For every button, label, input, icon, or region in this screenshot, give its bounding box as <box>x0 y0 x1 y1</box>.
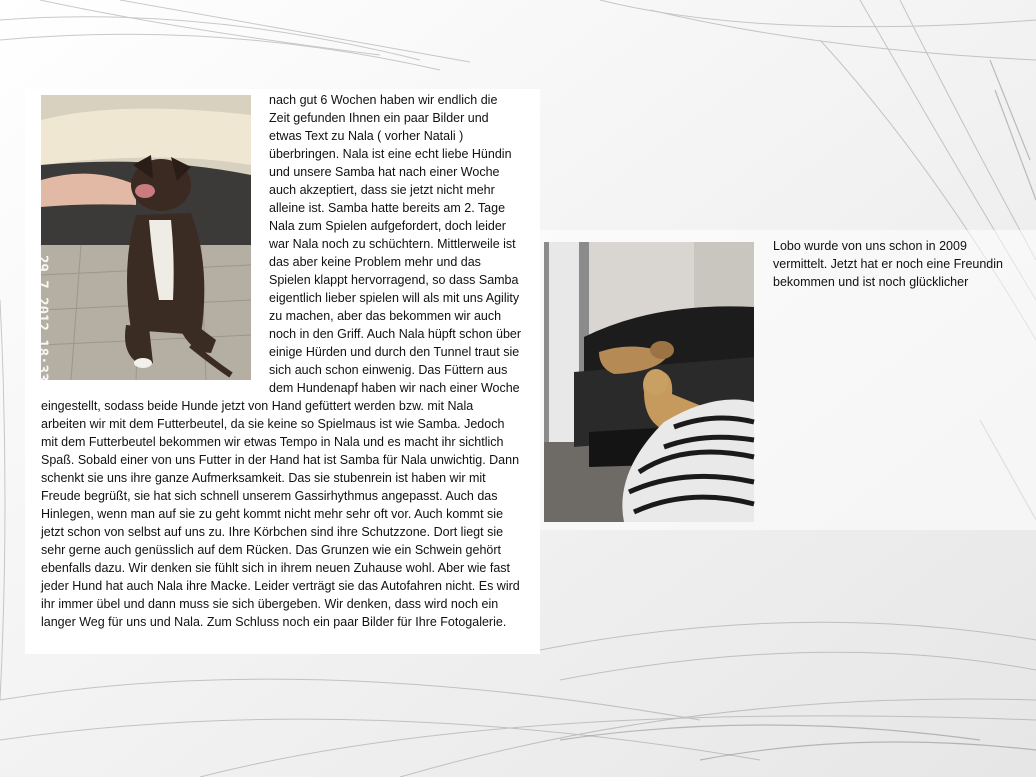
photo-date-stamp: 29.7.2012 18:33 <box>34 255 50 382</box>
nala-photo <box>34 95 251 382</box>
lobo-image <box>544 242 754 522</box>
nala-image <box>41 95 251 380</box>
lobo-caption: Lobo wurde von uns schon in 2009 vermittelt. Jetzt hat er noch eine Freundin bekommen und ist noch glücklicher <box>773 239 1003 289</box>
lobo-photo <box>544 242 754 522</box>
nala-article <box>34 91 522 631</box>
nala-article-text: nach gut 6 Wochen haben wir endlich die Zeit gefunden Ihnen ein paar Bilder und etwas Text zu Nala ( vorher Natali ) überbringen. Nala ist eine echt liebe Hündin und unsere Samba hat nach einer Woche auch akzeptiert, dass sie jetzt nicht mehr alleine ist. Samba hatte bereits am 2. Tage Nala zum Spielen aufgefordert, doch leider war Nala noch zu schüchtern. Mittlerweile ist das aber keine Problem mehr und das Spielen klappt hervorragend, so dass Samba eigentlich lieber spielen will als mit uns Agility zu machen, aber das bekommen wir auch noch in den Griff. Auch Nala hüpft schon über einige Hürden und durch den Tunnel traut sie sich auch schon einwenig. Das Füttern aus dem Hundenapf haben wir nach einer Woche eingestellt, sodass beide Hunde jetzt von Hand gefüttert werden bzw. mit Nala arbeiten wir mit dem Futterbeutel, da sie keine so Spielmaus ist wie Samba. Jedoch mit dem Futterbeutel bekommen wir etwas Tempo in Nala und es macht ihr sichtlich Spaß. Sobald einer von uns Futter in der Hand hat ist Samba für Nala unwichtig. Dann schenkt sie uns ihre ganze Aufmerksamkeit. Das sie stubenrein ist haben wir mit Freude begrüßt, sie hat sich schnell unserem Gassirhythmus angepasst. Auch das Hinlegen, wenn man auf sie zu geht kommt nicht mehr sehr oft vor. Auch kommt sie jetzt schon von selbst auf uns zu. Ihre Körbchen sind ihre Schutzzone. Dort liegt sie sehr gerne auch genüsslich auf dem Rücken. Das Grunzen wie ein Schwein gehört ebenfalls dazu. Wir denken sie fühlt sich in ihrem neuen Zuhause wohl. Aber wie fast jeder Hund hat auch Nala ihre Macke. Leider verträgt sie das Autofahren nicht. Es wird ihr immer übel und dann muss sie sich übergeben. Wir denken, dass wird noch ein langer Weg für uns und Nala. Zum Schluss noch ein paar Bilder für Ihre Fotogalerie. <box>41 93 522 629</box>
